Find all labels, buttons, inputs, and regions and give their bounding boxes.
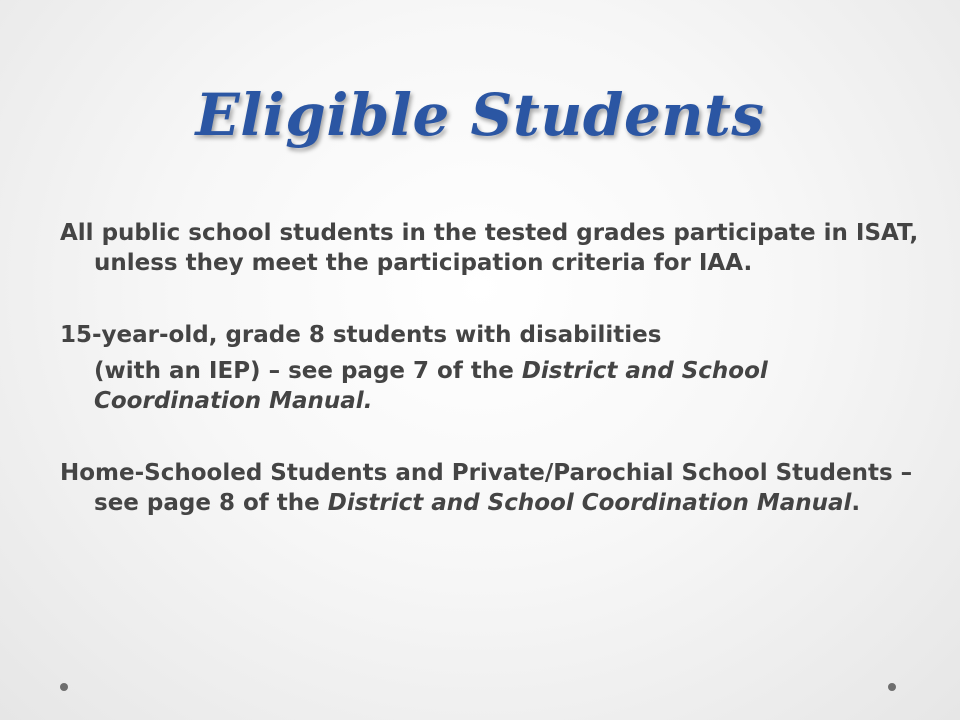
grade8-reference-text: (with an IEP) – see page 7 of the	[94, 358, 522, 384]
homeschool-manual-title: District and School Coordination Manual	[327, 490, 852, 516]
bottom-left-dot-icon	[60, 683, 68, 691]
slide-body	[60, 218, 920, 518]
paragraph-public-students: All public school students in the tested grades participate in ISAT, unless they meet the participation criteria for IAA.	[60, 220, 919, 276]
paragraph-grade8-line2	[60, 356, 920, 416]
paragraph-homeschool-private	[60, 458, 920, 518]
bottom-right-dot-icon	[888, 683, 896, 691]
paragraph-spacer	[60, 416, 920, 458]
grade8-manual-title: District and School Coordination Manual.	[94, 358, 768, 414]
slide-title: Eligible Students	[195, 81, 765, 149]
paragraph-spacer	[60, 278, 920, 320]
homeschool-reference-text: Home-Schooled Students and Private/Parochial School Students – see page 8 of the	[60, 460, 913, 516]
paragraph-grade8-line1: 15-year-old, grade 8 students with disabilities	[60, 322, 662, 348]
homeschool-period: .	[851, 490, 861, 516]
